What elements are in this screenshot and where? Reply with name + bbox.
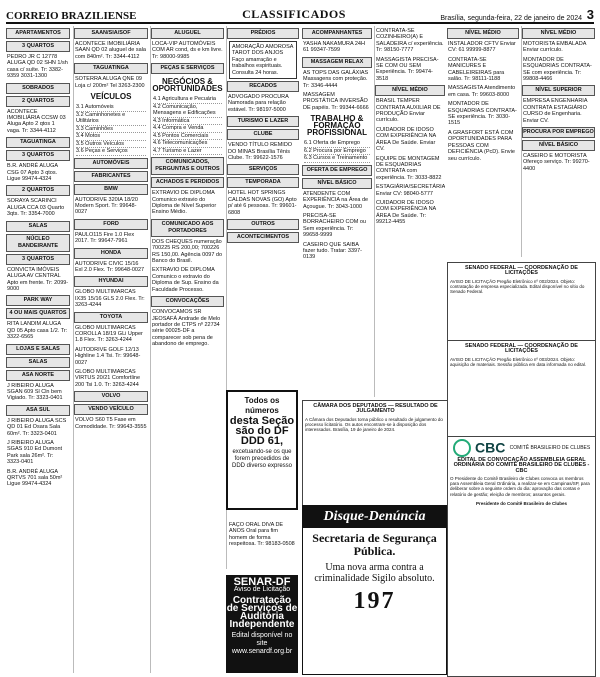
index-item: 3.2 Caminhonetes e Utilitários: [76, 112, 146, 126]
index-item: 4.7 Turismo e Lazer: [153, 148, 222, 156]
category-tag: HONDA: [74, 248, 148, 259]
category-tag: APARTAMENTOS: [6, 28, 70, 39]
category-tag: 2 QUARTOS: [6, 96, 70, 107]
classified-ad: HOTEL HOT SPRINGS CALDAS NOVAS (GO) Apto p/ até 6 pessoas. Tr: 99601-6808: [228, 190, 297, 216]
classified-ad: CONTRATA-SE COZINHEIRO(A) E SALADEIRA c/ experiência. Tr: 98150-7777: [376, 28, 444, 54]
classified-ad: CASEIRO QUE SAIBA fazer tudo. Tratar: 3397-0139: [303, 241, 363, 261]
cbc-logo-subtitle: COMITÊ BRASILEIRO DE CLUBES: [509, 445, 591, 452]
classified-ad: AMORAÇÃO AMOROSA TAROT DOS ANJOS Faço amarração e trabalhos espirituais. Consulta 24 horas.: [229, 41, 297, 79]
section-heading: VEÍCULOS: [90, 92, 132, 102]
classified-ad: B.R. ANDRÉ ALUGA CSG 07 Apto 3 qtos. Ligue 99474-4324: [7, 163, 58, 183]
category-tag: HYUNDAI: [74, 276, 148, 287]
classified-ad: A GRASFORT ESTÁ COM OPORTUNIDADES PARA PESSOAS COM DEFICIÊNCIA (PcD). Envie seu currículo.: [448, 129, 515, 162]
cbc-ring-icon: [453, 439, 471, 457]
category-tag: NÍVEL MÉDIO: [375, 85, 445, 96]
classified-ad: AUTODRIVE GOLF 12/13 Highline 1.4 Tsi. Tr: 99648-0027: [75, 346, 141, 366]
senar-title: SENAR-DF: [233, 576, 291, 588]
disque-tagline: Uma nova arma contra a criminalidade Sigilo absoluto.: [314, 562, 435, 584]
category-tag: SERVIÇOS: [227, 164, 299, 175]
classified-ad: CUIDADOR DE IDOSO COM EXPERIÊNCIA NA ÁREA De Saúde. Enviar CV.: [376, 126, 436, 153]
classified-ad: GLOBO MULTIMARCAS COROLLA 18/19 GLi Upper 1.8 Flex. Tr: 3263-4244: [75, 324, 143, 344]
classified-ad: ADVOGADO PROCURA Namorada para relação estável. Tr: 98197-5000: [228, 94, 289, 113]
category-tag: CLUBE: [227, 129, 299, 140]
category-tag: ALUGUEL: [151, 28, 224, 39]
classified-ad: MASSAGISTA PRECISA-SE COM OU SEM Experiência. Tr: 99474-3518: [376, 56, 439, 82]
classified-ad: MASSAGISTA Atendimento em casa. Tr: 99603-8000: [448, 85, 516, 98]
classified-ad: SOTERRA ALUGA QNE 09 Loja c/ 200m² Tel 3263-2300: [75, 76, 145, 89]
category-tag: COMUNICADOS, PERGUNTAS E OUTROS: [151, 157, 224, 175]
category-tag: 2 QUARTOS: [6, 185, 70, 196]
classified-ad: CASEIRO E MOTORISTA Ofereço serviço. Tr: 99270-4400: [523, 153, 590, 172]
ddd-notice-line: são do DF: [235, 425, 289, 437]
category-tag: FABRICANTES: [74, 171, 148, 182]
index-item: 3.4 Motos: [76, 133, 146, 141]
index-item: 4.6 Telecomunicações: [153, 140, 222, 148]
index-item: 3.1 Automóveis: [76, 104, 146, 112]
page-number: 3: [586, 7, 594, 22]
column-5: [302, 26, 372, 397]
cbc-logo: [450, 439, 593, 457]
camara-notice: [302, 400, 449, 506]
classified-ad: MASSAGEM PROSTÁTICA INVERSÃO DE papéis. Tr: 99344-6666: [303, 92, 369, 111]
classified-ad: RITA LANDIM ALUGA QD 05 Apto casa 1/2. Tr: 3322-6565: [7, 321, 68, 341]
classified-ad: LOCA-VIP AUTOMÓVEIS COM AR cond, ds e km livre. Tr: 98000-9985: [152, 41, 223, 60]
index-item: 6.2 Procura por Emprego: [304, 148, 370, 156]
disque-headline: Disque-Denúncia: [303, 506, 446, 528]
classified-ad: AS TOPS DAS GALÁXIAS Massagens com proteção. Tr: 3346-4444: [303, 69, 369, 89]
category-tag: NÍVEL MÉDIO: [447, 28, 519, 39]
category-tag: ASA NORTE: [6, 370, 70, 381]
category-tag: 3 QUARTOS: [6, 41, 70, 52]
notice-title: SENADO FEDERAL — COORDENAÇÃO DE LICITAÇÕES: [465, 265, 578, 277]
section-title: CLASSIFICADOS: [242, 7, 346, 21]
cbc-logo-text: CBC: [475, 439, 506, 456]
category-tag: NÍVEL BÁSICO: [302, 178, 372, 189]
notice-signature: Presidente do Comitê Brasileiro de Clubes: [475, 501, 568, 507]
classified-ad: MONTADOR DE ESQUADRIAS CONTRATA-SE experiência. Tr: 3030-1515: [448, 101, 517, 127]
notice-body: AVISO DE LICITAÇÃO Pregão Eletrônico nº 003/2024. Objeto: aquisição de materiais. Sessão pública em data informada no edital.: [450, 356, 587, 367]
category-tag: 3 QUARTOS: [6, 150, 70, 161]
category-tag: TOYOTA: [74, 312, 148, 323]
category-tag: TURISMO E LAZER: [227, 116, 299, 127]
classified-ad: ATENDENTE COM EXPERIÊNCIA na Área de Açougue. Tr: 3043-1000: [303, 190, 369, 210]
classified-ad: FAÇO ORAL DIVA DE ANOS Oral para fim homem de forma respeitosa. Tr: 98183-0508: [229, 522, 295, 548]
ddd-notice-line: DDD 61,: [240, 435, 284, 447]
category-tag: 3 QUARTOS: [6, 254, 70, 265]
category-tag: OFERTA DE EMPREGO: [302, 165, 372, 176]
classified-ad: CONVICTA IMÓVEIS ALUGA AV CENTRAL Apto em frente. Tr: 2099-9000: [7, 266, 69, 292]
category-tag: NÍVEL MÉDIO: [522, 28, 595, 39]
notice-body: O Presidente do Comitê Brasileiro de Clubes convoca os membros para Assembleia Geral Ordinária, a realizar-se em Campinas/SP, para deliberar sobre a seguinte ordem do dia: aprovação das contas e relatório de gestão; eleição de membros; assuntos gerais.: [450, 475, 590, 497]
category-tag: TAGUATINGA: [74, 63, 148, 74]
section-heading: TRABALHO & FORMAÇÃO PROFISSIONAL: [306, 114, 367, 138]
column-7: [447, 26, 519, 257]
ddd-notice-line: desta Seção: [229, 415, 295, 427]
category-tag: MASSAGEM RELAX: [302, 57, 372, 68]
index-item: 4.3 Informática: [153, 118, 222, 126]
classified-ad: EXTRAVIO DE DIPLOMA Comunico extravio do Diploma de Nível Superior Ensino Médio.: [152, 190, 217, 216]
section-heading: NEGÓCIOS & OPORTUNIDADES: [152, 77, 223, 94]
notice-title: CÂMARA DOS DEPUTADOS — RESULTADO DE JULGAMENTO: [313, 403, 438, 415]
classified-ad: AUTODRIVE CIVIC 15/16 Exl 2.0 Flex. Tr: 99648-0027: [75, 260, 145, 273]
category-tag: ACOMPANHANTES: [302, 28, 372, 39]
category-tag: CONVOCAÇÕES: [151, 296, 224, 307]
senar-ad: [226, 575, 298, 673]
classified-ad: CONTRATA-SE MANICURES E CABELEIREIRAS para salão. Tr: 98111-1188: [448, 56, 505, 83]
disque-number: 197: [353, 588, 396, 614]
category-tag: SOBRADOS: [6, 83, 70, 94]
classified-ad: ACONTECE IMOBILIÁRIA SAAN QD 02 aluguel de sala com 840m². Tr: 3344-4112: [75, 41, 146, 60]
category-tag: BMW: [74, 184, 148, 195]
notice-title: SENADO FEDERAL — COORDENAÇÃO DE LICITAÇÕES: [465, 343, 578, 355]
classified-ad: VOLVO S60 T5 Fase em Comodidade. Tr: 99643-3555: [75, 417, 147, 430]
classified-ad: YASHA NAKAMURA 24H 61 99347-7599: [303, 41, 365, 54]
category-tag: AUTOMÓVEIS: [74, 158, 148, 169]
senar-subtitle: Aviso de Licitação: [233, 586, 291, 593]
notice-title: EDITAL DE CONVOCAÇÃO ASSEMBLEIA GERAL ORDINÁRIA DO COMITÊ BRASILEIRO DE CLUBES - CBC: [453, 457, 590, 474]
category-tag: TEMPORADA: [227, 177, 299, 188]
classified-ad: MOTORISTA EMBALADA Enviar currículo.: [523, 41, 587, 54]
senado-notice-1: [447, 262, 596, 343]
category-tag: PARK WAY: [6, 295, 70, 306]
index-item: 6.3 Cursos e Treinamento: [304, 155, 370, 163]
classified-ad: J RIBEIRO ALUGA SCS QD 01 Ed Osara Sala 60m². Tr: 3323-0401: [7, 417, 67, 437]
classified-ad: EQUIPE DE MONTAGEM DE ESQUADRIAS CONTRATA com experiência. Tr: 3033-8822: [376, 155, 442, 181]
index-item: 3.3 Caminhões: [76, 126, 146, 134]
category-tag: TAGUATINGA: [6, 137, 70, 148]
category-tag: NÍVEL SUPERIOR: [522, 85, 595, 96]
category-tag: NÚCLEO BANDEIRANTE: [6, 234, 70, 252]
disque-denuncia-ad: [302, 505, 447, 675]
newspaper-name: CORREIO BRAZILIENSE: [6, 10, 137, 22]
column-2: [73, 26, 148, 673]
category-tag: COMUNICADO AOS PORTADORES: [151, 219, 224, 237]
ddd-notice-line: Todos os números: [244, 396, 280, 415]
column-6: [374, 26, 445, 397]
index-item: 4.1 Agricultura e Pecuária: [153, 96, 222, 104]
section-index: [153, 96, 222, 155]
section-index: [76, 104, 146, 156]
classified-ad: ESTAGIÁRIA/SECRETÁRIA Enviar CV: 98040-5777: [376, 184, 445, 197]
category-tag: OUTROS: [227, 219, 299, 230]
index-item: 4.4 Compra e Venda: [153, 125, 222, 133]
senado-notice-2: [447, 340, 596, 438]
classified-ad: PAULO115 Fire 1.0 Flex 2017. Tr: 99647-7961: [75, 231, 135, 245]
classified-ad: J RIBEIRO ALUGA SGAN 609 Sl Cln bem Vigiado. Tr: 3323-0401: [7, 382, 63, 402]
category-tag: VOLVO: [74, 391, 148, 402]
classified-ad: DOS CHEQUES numeração 700225 RS 200,00; 700226 RS 150,00. Agência 0097 do Banco do Brasil.: [152, 238, 223, 265]
classified-ad: INSTALADOR CFTV Enviar CV: 61 99999-8877: [448, 41, 516, 54]
index-item: 6.1 Oferta de Emprego: [304, 140, 370, 148]
classified-ad: ACONTECE IMOBILIÁRIA CCSW 03 Aluga Apto 2 qtos 1 vaga. Tr: 3344-4112: [7, 108, 66, 134]
index-item: 3.6 Peças e Serviços: [76, 148, 146, 156]
classified-ad: GLOBO MULTIMARCAS IX35 15/16 GLS 2.0 Flex. Tr: 3263-4244: [75, 289, 145, 309]
senar-headline: Contratação de Serviços de Auditoria Independente: [226, 595, 298, 630]
notice-body: AVISO DE LICITAÇÃO Pregão Eletrônico nº 002/2024. Objeto: contratação de empresa especializada. Edital disponível no sítio do Senado Federal.: [450, 278, 585, 295]
category-tag: PEÇAS E SERVIÇOS: [151, 63, 224, 74]
ddd-notice-box: [226, 390, 298, 510]
senar-footer: Edital disponível no site www.senardf.org.br: [231, 632, 293, 655]
classified-ad: CUIDADOR DE IDOSO COM EXPERIÊNCIA NA ÁREA De Saúde. Tr: 99212-4455: [376, 199, 436, 226]
category-tag: VENDO VEÍCULO: [74, 404, 148, 415]
category-tag: RECADOS: [227, 81, 299, 92]
category-tag: SALAS: [6, 357, 70, 368]
classified-ad: CONVOCAMOS SR JEOSAFÁ Andrade de Melo portador de CTPS nº 22734 série 00025-DF a comparecer sob pena de abandono de emprego.: [152, 309, 221, 348]
classified-ad: VENDO TÍTULO REMIDO DO MINAS Brasília Tênis Clube. Tr: 99622-1576: [228, 142, 293, 162]
category-tag: PRÉDIOS: [227, 28, 299, 39]
index-item: 4.2 Comunicação, Mensagens e Edificações: [153, 104, 222, 118]
category-tag: ACHADOS E PERDIDOS: [151, 177, 224, 188]
classified-ad: BRASIL TEMPER CONTRATA AUXILIAR DE PRODUÇÃO Enviar currículo.: [376, 98, 441, 124]
ddd-notice-line: excetuando-se os que forem precedidos de DDD diverso expresso: [231, 449, 293, 469]
classified-ad: MONTADOR DE ESQUADRIAS CONTRATA-SE com experiência. Tr: 99808-4466: [523, 56, 592, 83]
cbc-notice: [447, 436, 596, 677]
category-tag: 4 OU MAIS QUARTOS: [6, 308, 70, 319]
classified-ad: B.R. ANDRÉ ALUGA QRTVS 701 sala 50m² Ligue 99474-4324: [7, 468, 63, 488]
category-tag: SALAS: [6, 221, 70, 232]
category-tag: SAAN/SIA/SOF: [74, 28, 148, 39]
classified-ad: EMPRESA ENGENHARIA CONTRATA ESTAGIÁRIO CURSO de Engenharia. Enviar CV.: [523, 98, 588, 124]
classified-ad: AUTODRIVE 320IA 18/20 Modern Sport. Tr: 99648-0027: [75, 196, 138, 216]
classified-ad: J RIBEIRO ALUGA SGAS 910 Ed Dumont Park sala 26m². Tr: 3323-0401: [7, 439, 63, 466]
classified-ad: EXTRAVIO DE DIPLOMA Comunico o extravio do Diploma de Sup. Ensino da Faculdade Processo.: [152, 267, 219, 293]
column-1: [6, 26, 70, 673]
section-index: [304, 140, 370, 163]
issue-date: Brasília, segunda-feira, 22 de janeiro de 2024: [440, 15, 582, 22]
category-tag: NÍVEL BÁSICO: [522, 140, 595, 151]
classified-ad: PEDRO JR C 12778 ALUGA QD 02 SHN 1/sh casa c/ suíte. Tr: 3382-9359 3031-1300: [7, 54, 68, 80]
category-tag: ACONTECIMENTOS: [227, 232, 299, 243]
page-header: [6, 6, 594, 24]
category-tag: ASA SUL: [6, 405, 70, 416]
index-item: 3.5 Outros Veículos: [76, 141, 146, 149]
category-tag: LOJAS E SALAS: [6, 344, 70, 355]
notice-body: A Câmara dos Deputados torna público o resultado de julgamento do processo licitatório. Os autos encontram-se à disposição dos interessados. Brasília, 19 de janeiro de 2024.: [305, 416, 443, 433]
category-tag: PROCURA POR EMPREGO: [522, 127, 595, 138]
column-8: [521, 26, 595, 257]
disque-subtitle: Secretaria de Segurança Pública.: [312, 531, 437, 558]
column-3: [150, 26, 224, 673]
classified-ad: GLOBO MULTIMARCAS VIRTUS 20/21 Comfortline 200 Tsi 1.0. Tr: 3263-4244: [75, 369, 141, 388]
classified-ad: SORAYA SCARINCI ALUGA CCA 03 Quarto 3qts. Tr: 3354-7000: [7, 198, 65, 218]
category-tag: FORD: [74, 219, 148, 230]
index-item: 4.5 Pontos Comerciais: [153, 133, 222, 141]
classified-ad: PRECISA-SE BORRACHEIRO COM ou Sem experiência. Tr: 99658-9999: [303, 212, 366, 239]
